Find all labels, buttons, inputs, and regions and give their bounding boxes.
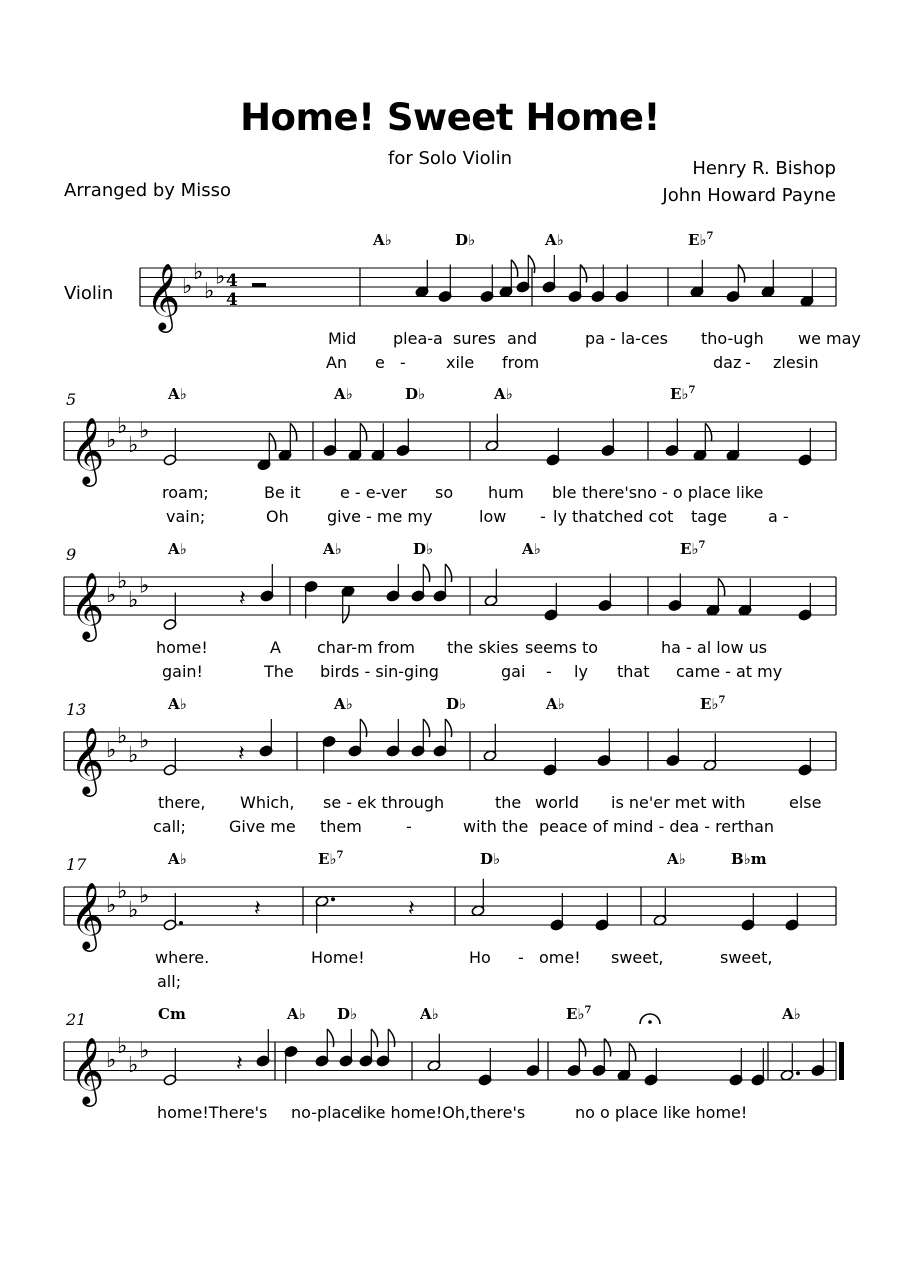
lyric-verse-2: - <box>400 353 406 372</box>
key-flat-icon: ♭ <box>117 1033 128 1059</box>
lyric-verse-2: ly thatched cot <box>553 507 674 526</box>
note-flag <box>579 1039 585 1057</box>
chord-symbol: A♭ <box>168 385 187 403</box>
chord-symbol: A♭ <box>667 850 686 868</box>
key-flat-icon: ♭ <box>106 428 117 453</box>
key-flat-icon: ♭ <box>117 568 128 594</box>
lyric-verse-2: tage <box>691 507 728 526</box>
lyric-verse-2: that <box>617 662 650 681</box>
chord-symbol: A♭ <box>494 385 513 403</box>
lyric-verse-1: tho-ugh <box>701 329 764 348</box>
lyric-verse-1: hum <box>488 483 524 502</box>
staff-system <box>64 695 836 836</box>
chord-symbol: D♭ <box>480 850 501 868</box>
key-flat-icon: ♭ <box>117 723 128 749</box>
lyric-verse-2: low <box>479 507 507 526</box>
chord-symbol: A♭ <box>168 850 187 868</box>
chord-extension: 7 <box>688 385 696 396</box>
key-flat-icon: ♭ <box>139 728 150 754</box>
note-flag <box>580 265 586 283</box>
lyric-verse-1: no o place like home! <box>575 1103 748 1122</box>
chord-symbol: A♭ <box>334 385 353 403</box>
lyric-verse-1: e - e-ver <box>340 483 407 502</box>
lyric-verse-1: seems to <box>525 638 599 657</box>
chord-symbol: E♭$^7$ <box>670 385 696 403</box>
note-flag <box>511 260 517 278</box>
measure-number: 9 <box>66 545 77 564</box>
chord-extension: 7 <box>336 850 344 861</box>
chord-symbol: E♭$^7$ <box>566 1005 592 1023</box>
measure-number: 13 <box>66 700 87 719</box>
lyric-verse-1: is ne'er met with <box>611 793 746 812</box>
quarter-rest-icon: 𝄽 <box>254 896 261 922</box>
lyric-verse-2: them <box>320 817 362 836</box>
key-flat-icon: ♭ <box>106 1048 117 1073</box>
final-barline <box>839 1042 844 1080</box>
staff-system <box>140 231 861 372</box>
key-flat-icon: ♭ <box>106 893 117 918</box>
lyric-verse-2: zles <box>773 353 805 372</box>
chord-symbol: E♭$^7$ <box>680 540 706 558</box>
key-flat-icon: ♭ <box>117 878 128 904</box>
note-flag <box>445 564 451 582</box>
composer-credit: Henry R. Bishop <box>692 158 836 179</box>
quarter-rest-icon: 𝄽 <box>238 741 245 767</box>
lyric-verse-2: The <box>264 662 294 681</box>
key-flat-icon: ♭ <box>106 583 117 608</box>
lyric-verse-2: - <box>540 507 546 526</box>
lyric-verse-1: sweet, <box>611 948 664 967</box>
chord-symbol: D♭ <box>455 231 476 249</box>
treble-clef-icon: 𝄞 <box>70 881 105 949</box>
lyric-verse-1: char-m from <box>317 638 415 657</box>
lyric-verse-2: call; <box>153 817 186 836</box>
lyric-verse-1: and <box>507 329 538 348</box>
lyric-verse-2: Oh <box>266 507 289 526</box>
chord-symbol: E♭$^7$ <box>700 695 726 713</box>
key-flat-icon: ♭ <box>106 738 117 763</box>
note-flag <box>327 1029 333 1047</box>
note-flag <box>629 1043 635 1061</box>
lyric-verse-2: peace of mind - dea - rerthan <box>539 817 775 836</box>
chord-extension: 7 <box>718 695 726 706</box>
measure-number: 21 <box>66 1010 87 1029</box>
chord-symbol: A♭ <box>545 231 564 249</box>
lyric-verse-1: pa - la-ces <box>585 329 668 348</box>
chord-symbol: D♭ <box>413 540 434 558</box>
chord-symbol: B♭m <box>731 850 767 868</box>
lyric-verse-2: give - me my <box>327 507 433 526</box>
fermata-dot <box>648 1020 652 1024</box>
lyric-verse-2: with the <box>463 817 529 836</box>
time-signature: 4 <box>226 271 238 291</box>
lyric-verse-2: - <box>745 353 751 372</box>
quarter-rest-icon: 𝄽 <box>239 586 246 612</box>
lyric-verse-1: Which, <box>240 793 295 812</box>
time-signature: 4 <box>226 290 238 310</box>
note-flag <box>371 1029 377 1047</box>
measure-number: 5 <box>66 390 77 409</box>
key-flat-icon: ♭ <box>128 1052 139 1078</box>
staff-system <box>64 540 836 681</box>
key-flat-icon: ♭ <box>128 897 139 923</box>
lyric-verse-1: se - ek through <box>323 793 445 812</box>
chord-symbol: A♭ <box>168 695 187 713</box>
lyric-verse-2: gai <box>501 662 526 681</box>
key-flat-icon: ♭ <box>128 742 139 768</box>
chord-symbol: E♭$^7$ <box>688 231 714 249</box>
note-flag <box>388 1029 394 1047</box>
lyric-verse-2: e <box>375 353 385 372</box>
lyric-verse-2: birds - sin-ging <box>320 662 439 681</box>
lyric-verse-1: we may <box>798 329 861 348</box>
chord-symbol: A♭ <box>168 540 187 558</box>
lyric-verse-1: there, <box>158 793 206 812</box>
lyric-verse-1: - <box>518 948 524 967</box>
instrument-label: Violin <box>64 283 114 304</box>
note-flag <box>738 265 744 283</box>
augmentation-dot <box>331 897 335 901</box>
lyric-verse-1: ome! <box>539 948 581 967</box>
chord-symbol: Cm <box>158 1005 186 1023</box>
note-flag <box>705 423 711 441</box>
lyric-verse-1: plea-a <box>393 329 443 348</box>
note-flag <box>269 433 275 451</box>
lyric-verse-1: Be it <box>264 483 301 502</box>
treble-clef-icon: 𝄞 <box>70 571 105 639</box>
staff-system <box>64 385 836 526</box>
lyric-verse-1: Home! <box>311 948 365 967</box>
lyric-verse-1: there's <box>582 483 638 502</box>
lyric-verse-1: the <box>495 793 522 812</box>
lyric-verse-1: A <box>270 638 281 657</box>
key-flat-icon: ♭ <box>139 573 150 599</box>
chord-symbol: A♭ <box>323 540 342 558</box>
key-flat-icon: ♭ <box>139 883 150 909</box>
chord-extension: 7 <box>584 1005 592 1016</box>
key-flat-icon: ♭ <box>204 278 215 304</box>
lyric-verse-1: ble <box>552 483 577 502</box>
lyric-verse-1: sweet, <box>720 948 773 967</box>
lyric-verse-2: - <box>546 662 552 681</box>
half-rest <box>252 283 266 287</box>
chord-symbol: D♭ <box>405 385 426 403</box>
chord-extension: 7 <box>706 231 714 242</box>
note-flag <box>360 423 366 441</box>
lyric-verse-1: ha - al low us <box>661 638 768 657</box>
treble-clef-icon: 𝄞 <box>70 1036 105 1104</box>
chord-symbol: A♭ <box>546 695 565 713</box>
lyric-verse-1: where. <box>155 948 210 967</box>
lyric-verse-2: all; <box>157 972 182 991</box>
chord-symbol: A♭ <box>420 1005 439 1023</box>
chord-symbol: D♭ <box>446 695 467 713</box>
chord-symbol: A♭ <box>782 1005 801 1023</box>
lyric-verse-2: gain! <box>162 662 203 681</box>
lyric-verse-2: vain; <box>166 507 206 526</box>
lyric-verse-1: no-place <box>291 1103 361 1122</box>
note-flag <box>360 719 366 737</box>
key-flat-icon: ♭ <box>139 418 150 444</box>
lyric-verse-1: home!There's <box>157 1103 268 1122</box>
quarter-rest-icon: 𝄽 <box>236 1051 243 1077</box>
staff-system <box>64 850 836 991</box>
note-flag <box>445 719 451 737</box>
lyric-verse-2: xile <box>446 353 475 372</box>
lyric-verse-2: daz <box>713 353 742 372</box>
lyric-verse-1: Ho <box>469 948 491 967</box>
chord-symbol: A♭ <box>287 1005 306 1023</box>
note-flag <box>604 1039 610 1057</box>
lyric-verse-2: from <box>502 353 540 372</box>
lyric-verse-1: home! <box>156 638 208 657</box>
chord-symbol: D♭ <box>337 1005 358 1023</box>
key-flat-icon: ♭ <box>215 264 226 290</box>
note-flag <box>423 719 429 737</box>
lyric-verse-2: a - <box>768 507 789 526</box>
lyric-verse-2: came - at my <box>676 662 783 681</box>
lyric-verse-1: world <box>535 793 580 812</box>
chord-symbol: A♭ <box>373 231 392 249</box>
note-flag <box>423 564 429 582</box>
chord-extension: 7 <box>698 540 706 551</box>
key-flat-icon: ♭ <box>182 274 193 299</box>
chord-symbol: E♭$^7$ <box>318 850 344 868</box>
lyric-verse-1: Mid <box>328 329 357 348</box>
lyric-verse-2: in <box>804 353 819 372</box>
lyric-verse-1: no - o place like <box>637 483 764 502</box>
lyric-verse-1: so <box>435 483 454 502</box>
staff-system <box>64 1005 844 1122</box>
lyric-verse-2: ly <box>574 662 588 681</box>
measure-number: 17 <box>66 855 87 874</box>
key-flat-icon: ♭ <box>128 587 139 613</box>
lyric-verse-2: Give me <box>229 817 296 836</box>
note-flag <box>343 605 349 623</box>
score-title: Home! Sweet Home! <box>240 96 660 139</box>
augmentation-dot <box>796 1071 800 1075</box>
lyric-verse-1: sures <box>453 329 496 348</box>
lyric-verse-1: else <box>789 793 822 812</box>
note-flag <box>290 423 296 441</box>
lyricist-credit: John Howard Payne <box>662 185 836 206</box>
key-flat-icon: ♭ <box>128 432 139 458</box>
key-flat-icon: ♭ <box>193 259 204 285</box>
lyric-verse-1: roam; <box>162 483 209 502</box>
key-flat-icon: ♭ <box>117 413 128 439</box>
key-flat-icon: ♭ <box>139 1038 150 1064</box>
treble-clef-icon: 𝄞 <box>70 726 105 794</box>
lyric-verse-2: An <box>326 353 348 372</box>
score-subtitle: for Solo Violin <box>388 148 512 169</box>
arranger-credit: Arranged by Misso <box>64 180 231 201</box>
note-flag <box>718 578 724 596</box>
chord-symbol: A♭ <box>522 540 541 558</box>
lyric-verse-1: like home!Oh,there's <box>358 1103 526 1122</box>
treble-clef-icon: 𝄞 <box>70 416 105 484</box>
augmentation-dot <box>179 921 183 925</box>
quarter-rest-icon: 𝄽 <box>408 896 415 922</box>
treble-clef-icon: 𝄞 <box>146 262 181 330</box>
lyric-verse-1: the skies <box>447 638 519 657</box>
lyric-verse-2: - <box>406 817 412 836</box>
chord-symbol: A♭ <box>334 695 353 713</box>
